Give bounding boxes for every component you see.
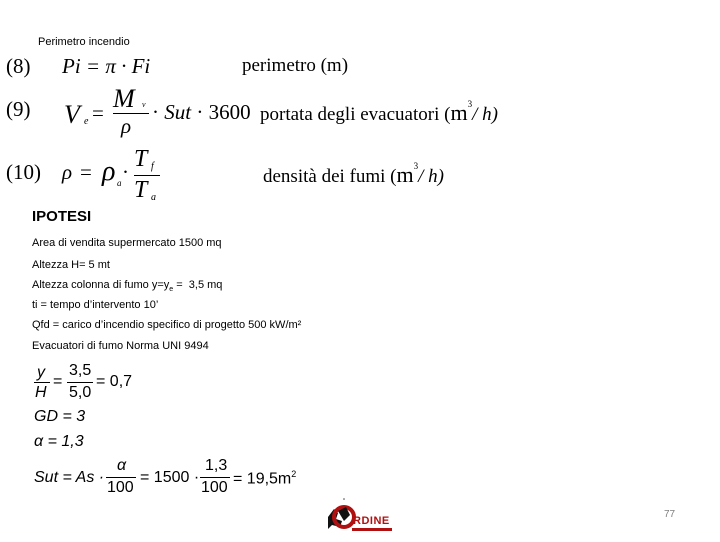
- eq9-M-sub: v: [142, 100, 146, 109]
- eq9-equals: =: [92, 101, 104, 125]
- sut-hundred-1: 100: [107, 479, 134, 496]
- eq10-Tf: T: [134, 146, 148, 172]
- hypothesis-item: Altezza H= 5 mt: [32, 259, 110, 271]
- hypothesis-item: Area di vendita supermercato 1500 mq: [32, 237, 222, 249]
- ratio-num-right: 3,5: [69, 362, 92, 379]
- sut-mid: = 1500 ·: [140, 469, 200, 486]
- eq10-unit-tail: / h): [418, 166, 444, 187]
- hypothesis-item: Qfd = carico d’incendio specifico di progetto 500 kW/m²: [32, 319, 302, 331]
- eq10-Ta: T: [134, 177, 148, 203]
- eq10-desc-text: densità dei fumi (: [263, 166, 397, 187]
- sut-bar-1: [106, 477, 136, 478]
- eq10-rho: ρ: [62, 160, 73, 184]
- sut-result: [233, 469, 296, 488]
- alpha-line: α = 1,3: [34, 433, 84, 450]
- eq10-equals: =: [80, 160, 92, 184]
- sut-alpha-value: 1,3: [205, 457, 228, 474]
- eq10-Tf-sub: f: [151, 161, 154, 172]
- hypothesis-item: ti = tempo d’intervento 10’: [32, 299, 159, 311]
- smoke-height-value: = 3,5 mq: [173, 279, 223, 291]
- eq9-tail: · Sut · 3600: [152, 100, 251, 124]
- ratio-den-right: 5,0: [69, 384, 92, 401]
- eq9-unit-tail: / h): [472, 104, 498, 125]
- ratio-num-left: y: [37, 364, 45, 381]
- smoke-height-sub: e: [169, 286, 174, 294]
- eq10-unit-exp: 3: [413, 160, 419, 171]
- eq9-desc-text: portata degli evacuatori (: [260, 104, 451, 125]
- equation-10-description: [263, 162, 444, 188]
- slide-number: 77: [664, 509, 676, 520]
- eq10-unit: m: [396, 162, 414, 187]
- hypothesis-item: Evacuatori di fumo Norma UNI 9494: [32, 340, 209, 352]
- eq10-dot: ·: [122, 160, 129, 184]
- eq10-fraction-bar: [134, 175, 160, 176]
- sut-result-exp: 2: [291, 469, 297, 479]
- ordine-logo: [322, 495, 394, 537]
- ordine-logo-text: RDINE: [353, 515, 390, 527]
- equation-number-9: (9): [6, 97, 31, 121]
- equation-number-10: (10): [6, 160, 41, 184]
- eq9-M: M: [113, 84, 135, 113]
- gd-line: GD = 3: [34, 408, 86, 425]
- section-caption: Perimetro incendio: [38, 36, 130, 48]
- eq9-unit: m: [450, 100, 468, 125]
- eq9-V: V: [64, 100, 80, 129]
- eq9-unit-exp: 3: [467, 98, 473, 109]
- equation-9-description: [260, 100, 498, 126]
- sut-hundred-2: 100: [201, 479, 228, 496]
- ratio-bar-left: [34, 382, 50, 383]
- eq9-V-sub: e: [84, 116, 89, 127]
- hypotheses-heading: IPOTESI: [32, 208, 92, 225]
- smoke-height-text: Altezza colonna di fumo y=y: [32, 279, 170, 291]
- equation-8-formula: Pi = π · Fi: [62, 54, 151, 78]
- ratio-result: = 0,7: [96, 373, 133, 390]
- sut-alpha: α: [117, 457, 127, 474]
- ratio-bar-right: [67, 382, 93, 383]
- sut-prefix: Sut = As ·: [34, 469, 105, 486]
- ratio-equals: =: [53, 373, 63, 390]
- sut-result-value: = 19,5m: [233, 470, 292, 488]
- equation-8-description: perimetro (m): [242, 55, 349, 76]
- equation-number-8: (8): [6, 54, 31, 78]
- hypothesis-item-smoke-height: [32, 279, 222, 293]
- eq10-Ta-sub: a: [151, 192, 156, 203]
- eq10-rho-a-sub: a: [117, 178, 122, 188]
- sut-bar-2: [200, 477, 230, 478]
- eq9-rho: ρ: [121, 114, 132, 138]
- eq10-rho-a: ρ: [102, 156, 116, 187]
- ratio-den-left: H: [35, 384, 47, 401]
